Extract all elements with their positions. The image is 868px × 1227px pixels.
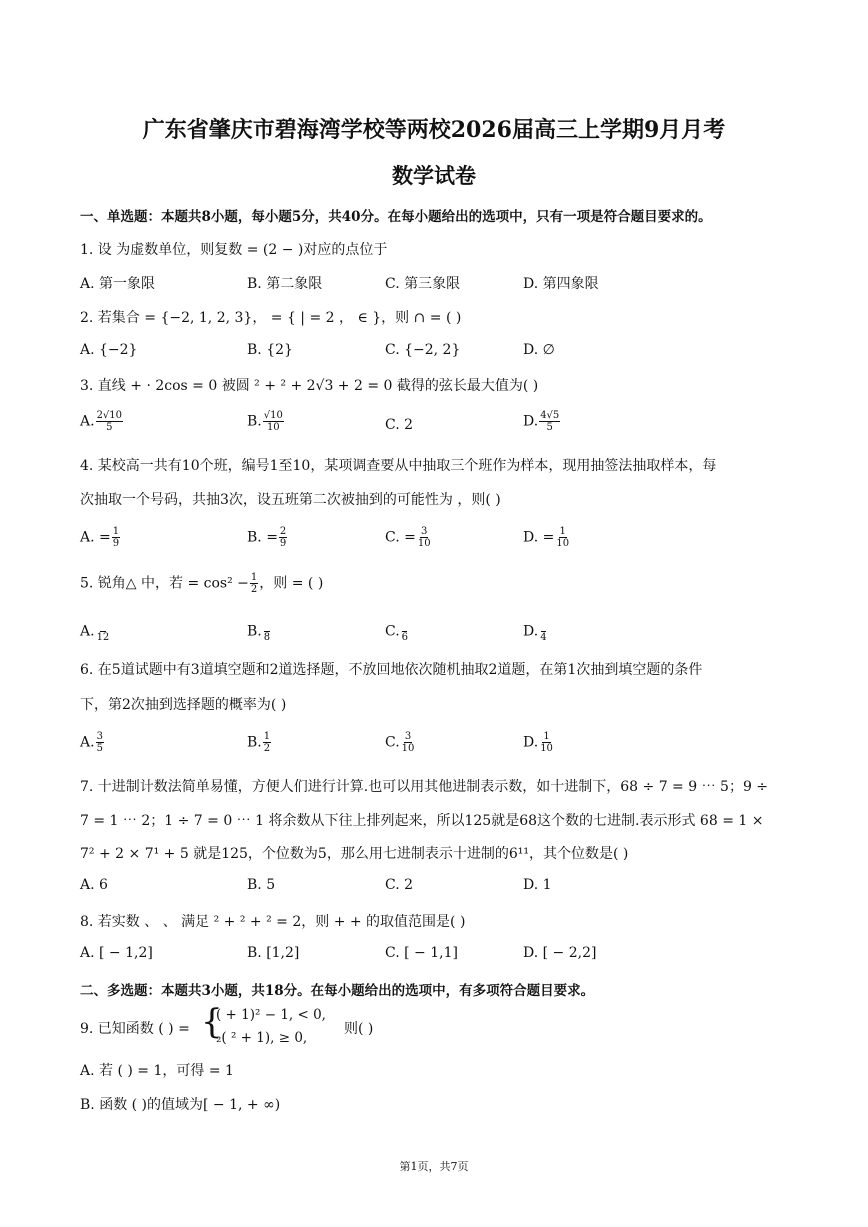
q7-option-d: D. 1 xyxy=(523,877,552,893)
fraction-numerator: 1 xyxy=(112,526,120,537)
q4-option-a xyxy=(80,526,121,549)
q6-option-a xyxy=(80,731,105,754)
q6-option-b xyxy=(247,731,272,754)
option-label: A. xyxy=(80,413,95,430)
fraction xyxy=(279,526,287,549)
fraction-denominator: 8 xyxy=(263,632,271,643)
question-9-stem-prefix: 9. 已知函数 ( ) = xyxy=(80,1021,190,1037)
question-8-stem: 8. 若实数 、 、 满足 ² + ² + ² = 2，则 + + 的取值范围是( ) xyxy=(80,914,466,930)
q2-option-b: B. {2} xyxy=(247,342,293,358)
question-1-stem: 1. 设 为虚数单位，则复数 = (2 − )对应的点位于 xyxy=(80,242,388,258)
q8-option-b: B. [1,2] xyxy=(247,945,300,961)
piecewise-brace: { xyxy=(201,1002,223,1042)
q3-option-a xyxy=(80,410,124,433)
fraction xyxy=(417,526,432,549)
q4-option-b xyxy=(247,526,288,549)
fraction xyxy=(539,410,560,433)
question-9-stem-suffix: 则( ) xyxy=(344,1021,374,1037)
fraction xyxy=(555,526,570,549)
fraction-numerator: 4√5 xyxy=(540,410,560,421)
q1-option-d: D. 第四象限 xyxy=(523,276,599,292)
fraction-numerator xyxy=(541,620,546,632)
fraction-denominator: 9 xyxy=(112,538,120,549)
section-1-header: 一、单选题：本题共8小题，每小题5分，共40分。在每小题给出的选项中，只有一项是符合题目要求的。 xyxy=(80,209,712,225)
q3-option-d xyxy=(523,410,561,433)
option-label: A. = xyxy=(80,529,111,546)
fraction xyxy=(250,572,258,595)
option-label: B. xyxy=(247,734,262,751)
fraction-numerator: 3 xyxy=(404,731,412,742)
q7-option-c: C. 2 xyxy=(385,877,414,893)
fraction-numerator xyxy=(264,620,269,632)
q6-option-c xyxy=(385,731,416,754)
question-2-stem: 2. 若集合 = {−2, 1, 2, 3}， = { | = 2 ， ∈ }，则 ∩ = ( ) xyxy=(80,310,462,326)
fraction-denominator: 9 xyxy=(279,538,287,549)
fraction xyxy=(401,731,416,754)
option-label: D. xyxy=(523,413,539,430)
q9-option-b: B. 函数 ( )的值域为[ − 1, + ∞) xyxy=(80,1097,281,1113)
q1-option-a: A. 第一象限 xyxy=(80,276,156,292)
option-label: C. xyxy=(385,623,400,640)
fraction-denominator: 10 xyxy=(266,422,280,433)
fraction xyxy=(539,731,554,754)
q5-option-c xyxy=(385,620,410,643)
fraction-numerator: 1 xyxy=(250,572,258,583)
q2-option-a: A. {−2} xyxy=(80,342,138,358)
fraction xyxy=(401,620,409,643)
exam-subtitle: 数学试卷 xyxy=(392,163,476,188)
option-label: D. xyxy=(523,623,539,640)
fraction-denominator: 5 xyxy=(96,743,103,754)
fraction-numerator: 3 xyxy=(96,731,103,742)
question-7-stem-line-2: 7 = 1 ⋯ 2；1 ÷ 7 = 0 ⋯ 1 将余数从下往上排列起来，所以125就是68这个数的七进制.表示形式 68 = 1 × xyxy=(80,813,764,829)
q9-piecewise-case-2: ₂( ² + 1), ≥ 0, xyxy=(216,1030,308,1046)
fraction xyxy=(96,620,111,643)
q2-option-c: C. {−2, 2} xyxy=(385,342,461,358)
option-label: D. = xyxy=(523,529,555,546)
q3-option-c: C. 2 xyxy=(385,417,414,433)
q4-option-c xyxy=(385,526,433,549)
fraction-denominator: 12 xyxy=(96,632,110,643)
fraction-numerator: 3 xyxy=(421,526,428,537)
fraction-denominator: 2 xyxy=(250,584,258,595)
option-label: C. = xyxy=(385,529,416,546)
option-label: A. xyxy=(80,623,95,640)
fraction-denominator: 6 xyxy=(401,632,409,643)
fraction xyxy=(263,731,271,754)
q7-option-a: A. 6 xyxy=(80,877,108,893)
question-5-stem xyxy=(80,572,323,595)
question-7-stem-line-1: 7. 十进制计数法简单易懂，方便人们进行计算.也可以用其他进制表示数，如十进制下，68 ÷ 7 = 9 ⋯ 5；9 ÷ xyxy=(80,779,769,795)
q5-option-d xyxy=(523,620,549,643)
q7-option-b: B. 5 xyxy=(247,877,276,893)
question-4-stem-line-2: 次抽取一个号码，共抽3次，设五班第二次被抽到的可能性为 ，则( ) xyxy=(80,492,501,508)
question-3-stem: 3. 直线 + · 2cos = 0 被圆 ² + ² + 2√3 + 2 = 0 截得的弦长最大值为( ) xyxy=(80,378,539,394)
exam-title: 广东省肇庆市碧海湾学校等两校2026届高三上学期9月月考 xyxy=(142,117,726,143)
q8-option-c: C. [ − 1,1] xyxy=(385,945,458,961)
section-2-header: 二、多选题：本题共3小题，共18分。在每小题给出的选项中，有多项符合题目要求。 xyxy=(80,983,595,999)
fraction-numerator: 1 xyxy=(263,731,271,742)
fraction-denominator: 5 xyxy=(546,422,553,433)
fraction-numerator: 1 xyxy=(543,731,550,742)
q8-option-a: A. [ − 1,2] xyxy=(80,945,153,961)
question-6-stem-line-1: 6. 在5道试题中有3道填空题和2道选择题，不放回地依次随机抽取2道题，在第1次抽到填空题的条件 xyxy=(80,662,703,678)
fraction-numerator: 1 xyxy=(559,526,566,537)
fraction xyxy=(112,526,120,549)
fraction-numerator xyxy=(402,620,407,632)
q3-option-b xyxy=(247,410,285,433)
fraction-denominator: 10 xyxy=(540,743,553,754)
fraction-denominator: 10 xyxy=(401,743,415,754)
option-label: B. xyxy=(247,413,262,430)
q1-option-b: B. 第二象限 xyxy=(247,276,323,292)
q2-option-d: D. ∅ xyxy=(523,342,555,358)
fraction-numerator xyxy=(100,620,105,632)
option-label: A. xyxy=(80,734,95,751)
fraction xyxy=(96,731,104,754)
q9-piecewise-case-1: ( + 1)² − 1, < 0, xyxy=(216,1007,326,1023)
fraction xyxy=(539,620,547,643)
fraction-denominator: 10 xyxy=(417,538,431,549)
page-footer: 第1页，共7页 xyxy=(399,1160,469,1173)
question-7-stem-line-3: 7² + 2 × 7¹ + 5 就是125，个位数为5，那么用七进制表示十进制的6¹¹，其个位数是( ) xyxy=(80,846,629,862)
stem-text: ，则 = ( ) xyxy=(259,575,324,592)
fraction-numerator: √10 xyxy=(263,410,283,421)
q4-option-d xyxy=(523,526,571,549)
stem-text: 5. 锐角△ 中，若 = cos² − xyxy=(80,575,249,592)
q6-option-d xyxy=(523,731,555,754)
fraction-denominator: 5 xyxy=(106,422,113,433)
fraction-denominator: 4 xyxy=(540,632,547,643)
fraction-numerator: 2√10 xyxy=(96,410,123,421)
q8-option-d: D. [ − 2,2] xyxy=(523,945,597,961)
q9-option-a: A. 若 ( ) = 1，可得 = 1 xyxy=(80,1063,234,1079)
fraction-denominator: 2 xyxy=(263,743,271,754)
q5-option-a xyxy=(80,620,111,643)
option-label: B. xyxy=(247,623,262,640)
fraction xyxy=(263,410,284,433)
question-4-stem-line-1: 4. 某校高一共有10个班，编号1至10，某项调查要从中抽取三个班作为样本，现用抽签法抽取样本，每 xyxy=(80,458,717,474)
fraction xyxy=(96,410,123,433)
option-label: C. xyxy=(385,734,400,751)
q5-option-b xyxy=(247,620,272,643)
fraction-numerator: 2 xyxy=(279,526,287,537)
question-6-stem-line-2: 下，第2次抽到选择题的概率为( ) xyxy=(80,697,287,713)
fraction-denominator: 10 xyxy=(556,538,570,549)
q1-option-c: C. 第三象限 xyxy=(385,276,461,292)
option-label: B. = xyxy=(247,529,278,546)
option-label: D. xyxy=(523,734,539,751)
fraction xyxy=(263,620,271,643)
